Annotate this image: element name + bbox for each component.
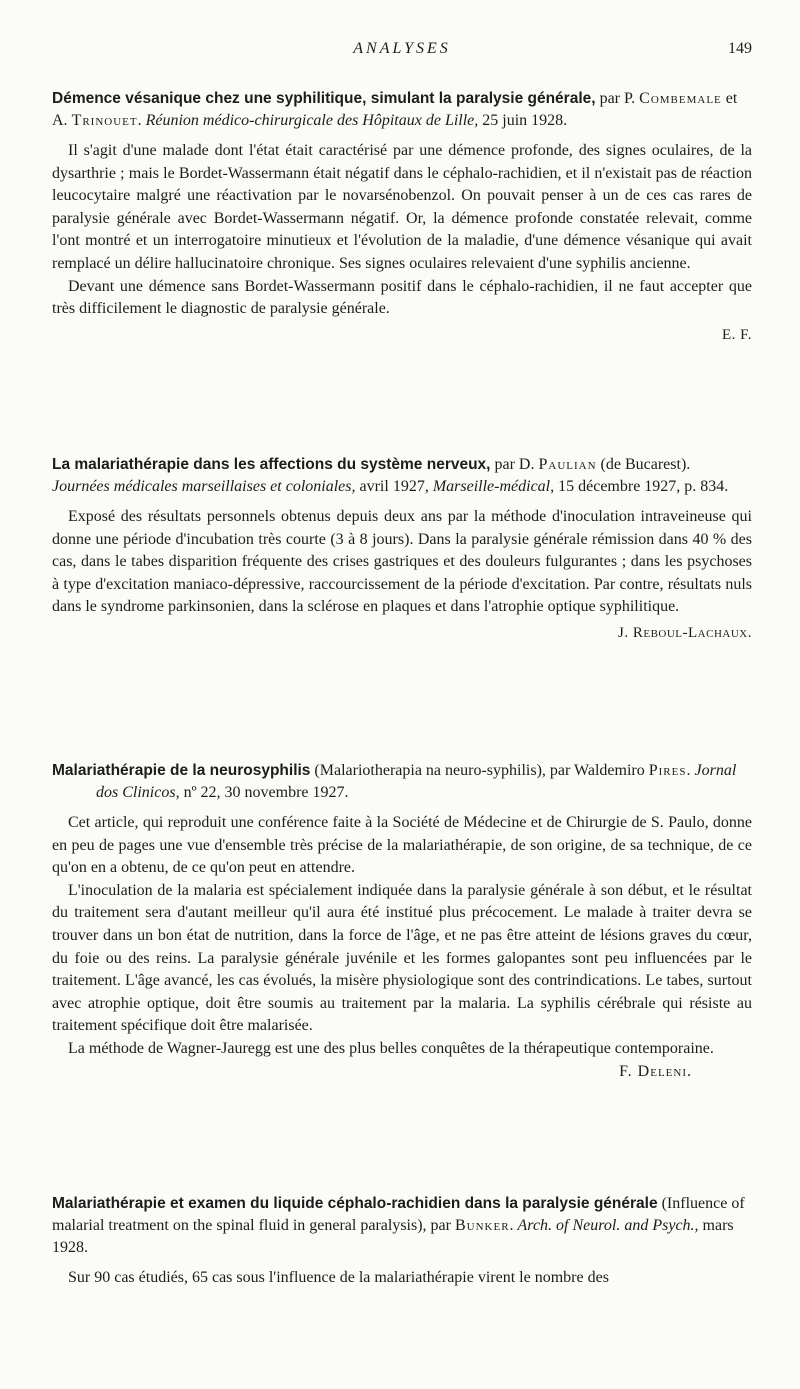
author-name: Combemale bbox=[639, 90, 722, 107]
article-csf-examination bbox=[52, 1193, 752, 1290]
page-number: 149 bbox=[728, 40, 752, 57]
ref-text: mars 1928. bbox=[52, 1217, 734, 1256]
article-heading bbox=[52, 1193, 752, 1259]
journal-name: Réunion médico-chirurgicale des Hôpitaux de Lille, bbox=[145, 112, 479, 129]
ref-text: et A. bbox=[52, 90, 738, 129]
ref-text: 25 juin 1928. bbox=[478, 112, 568, 129]
article-heading bbox=[52, 88, 752, 132]
ref-text: par P. bbox=[595, 90, 640, 107]
signature: J. Reboul-Lachaux. bbox=[618, 624, 752, 641]
ref-text: avril 1927, bbox=[355, 478, 433, 495]
journal-name: Arch. of Neurol. and Psych., bbox=[517, 1217, 699, 1234]
paragraph: Il s'agit d'une malade dont l'état était caractérisé par une démence profonde, des signes oculaires, de la dysarthrie ; mais le Bordet-Wassermann était négatif dans le céphalo-rachidien, et il n'existait pas de réaction leucocytaire malgré une réactivation par le novarsénobenzol. On pouvait penser à un de ces cas rares de paralysie générale avec Bordet-Wassermann négatif. Or, la démence profonde constatée relevait, comme l'ont montré et un interrogatoire minutieux et l'évolution de la maladie, d'une démence vésanique qui avait remplacé un délire hallucinatoire chronique. Ses signes oculaires relevaient d'une syphilis ancienne. bbox=[52, 142, 752, 272]
article-title: Démence vésanique chez une syphilitique, simulant la paralysie générale, bbox=[52, 90, 596, 107]
paragraph: L'inoculation de la malaria est spécialement indiquée dans la paralysie générale à son début, et le résultat du traitement sera d'autant meilleur qu'il aura été institué plus précocement. Le malade à traiter devra se trouver dans un bon état de nutrition, dans la force de l'âge, et ne pas être atteint de lésions graves du cœur, du foie ou des reins. La paralysie générale juvénile et les formes galopantes sont peu influencées par le traitement. L'âge avancé, les cas évolués, la misère physiologique sont des contrindications. Le tabes, surtout avec atrophie optique, doit être soumis au traitement par la malaria. La syphilis cérébrale qui résiste au traitement spécifique doit être malarisée. bbox=[52, 881, 752, 1035]
journal-name: Jornal dos Clinicos, bbox=[96, 762, 737, 801]
running-head bbox=[52, 40, 752, 66]
author-name: Trinouet bbox=[71, 112, 138, 129]
article-dementia bbox=[52, 88, 752, 344]
author-name: Bunker bbox=[454, 1217, 510, 1234]
journal-name: Journées médicales marseillaises et coloniales, bbox=[52, 478, 356, 495]
ref-text: . bbox=[137, 112, 146, 129]
ref-text: (Influence of malarial treatment on the spinal fluid in general paralysis), par bbox=[52, 1195, 745, 1234]
author-name: Paulian bbox=[538, 456, 597, 473]
article-title: Malariathérapie de la neurosyphilis bbox=[52, 762, 311, 779]
ref-text: par D. bbox=[490, 456, 539, 473]
article-heading bbox=[52, 760, 752, 804]
paragraph: Sur 90 cas étudiés, 65 cas sous l'influence de la malariathérapie virent le nombre des bbox=[68, 1269, 609, 1286]
article-heading bbox=[52, 454, 752, 498]
ref-text: 15 décembre 1927, p. 834. bbox=[554, 478, 729, 495]
ref-text: (Malariotherapia na neuro-syphilis), par Waldemiro bbox=[310, 762, 649, 779]
signature: F. Deleni. bbox=[619, 1062, 692, 1080]
ref-text: . bbox=[686, 762, 695, 779]
article-title: Malariathérapie et examen du liquide céphalo-rachidien dans la paralysie générale bbox=[52, 1195, 658, 1212]
page bbox=[52, 40, 752, 1286]
ref-text: . bbox=[509, 1217, 518, 1234]
running-title: ANALYSES bbox=[353, 40, 451, 57]
article-malariatherapy-nervous bbox=[52, 454, 752, 642]
ref-text: (de Bucarest). bbox=[596, 456, 691, 473]
article-title: La malariathérapie dans les affections du système nerveux, bbox=[52, 456, 491, 473]
paragraph-text: La méthode de Wagner-Jauregg est une des plus belles conquêtes de la thérapeutique contemporaine. bbox=[68, 1039, 714, 1057]
journal-name: Marseille-médical, bbox=[432, 478, 555, 495]
paragraph: Exposé des résultats personnels obtenus depuis deux ans par la méthode d'inoculation intraveineuse qui donne une période d'incubation très courte (3 à 8 jours). Dans la paralysie générale rémission dans 40 % des cas, dans le tabes disparition fréquente des crises gastriques et des douleurs fulgurantes ; dans les psychoses à type d'excitation maniaco-dépressive, raccourcissement de la période d'excitation. Par contre, résultats nuls dans le syndrome parkinsonien, dans la sclérose en plaques et dans l'atrophie optique syphilitique. bbox=[52, 508, 752, 616]
author-name: Pires bbox=[648, 762, 687, 779]
article-neurosyphilis bbox=[52, 760, 752, 1083]
ref-text: nº 22, 30 novembre 1927. bbox=[179, 784, 349, 801]
signature: E. F. bbox=[721, 326, 752, 343]
paragraph bbox=[52, 1038, 752, 1080]
paragraph: Devant une démence sans Bordet-Wassermann positif dans le céphalo-rachidien, il ne faut accepter que très difficilement le diagnostic de paralysie générale. bbox=[52, 277, 752, 318]
paragraph: Cet article, qui reproduit une conférence faite à la Société de Médecine et de Chirurgie de S. Paulo, donne en peu de pages une vue d'ensemble très précise de la malariathérapie, de son origine, de sa technique, de ce qu'on en a obtenu, de ce qu'on peut en attendre. bbox=[52, 814, 752, 877]
